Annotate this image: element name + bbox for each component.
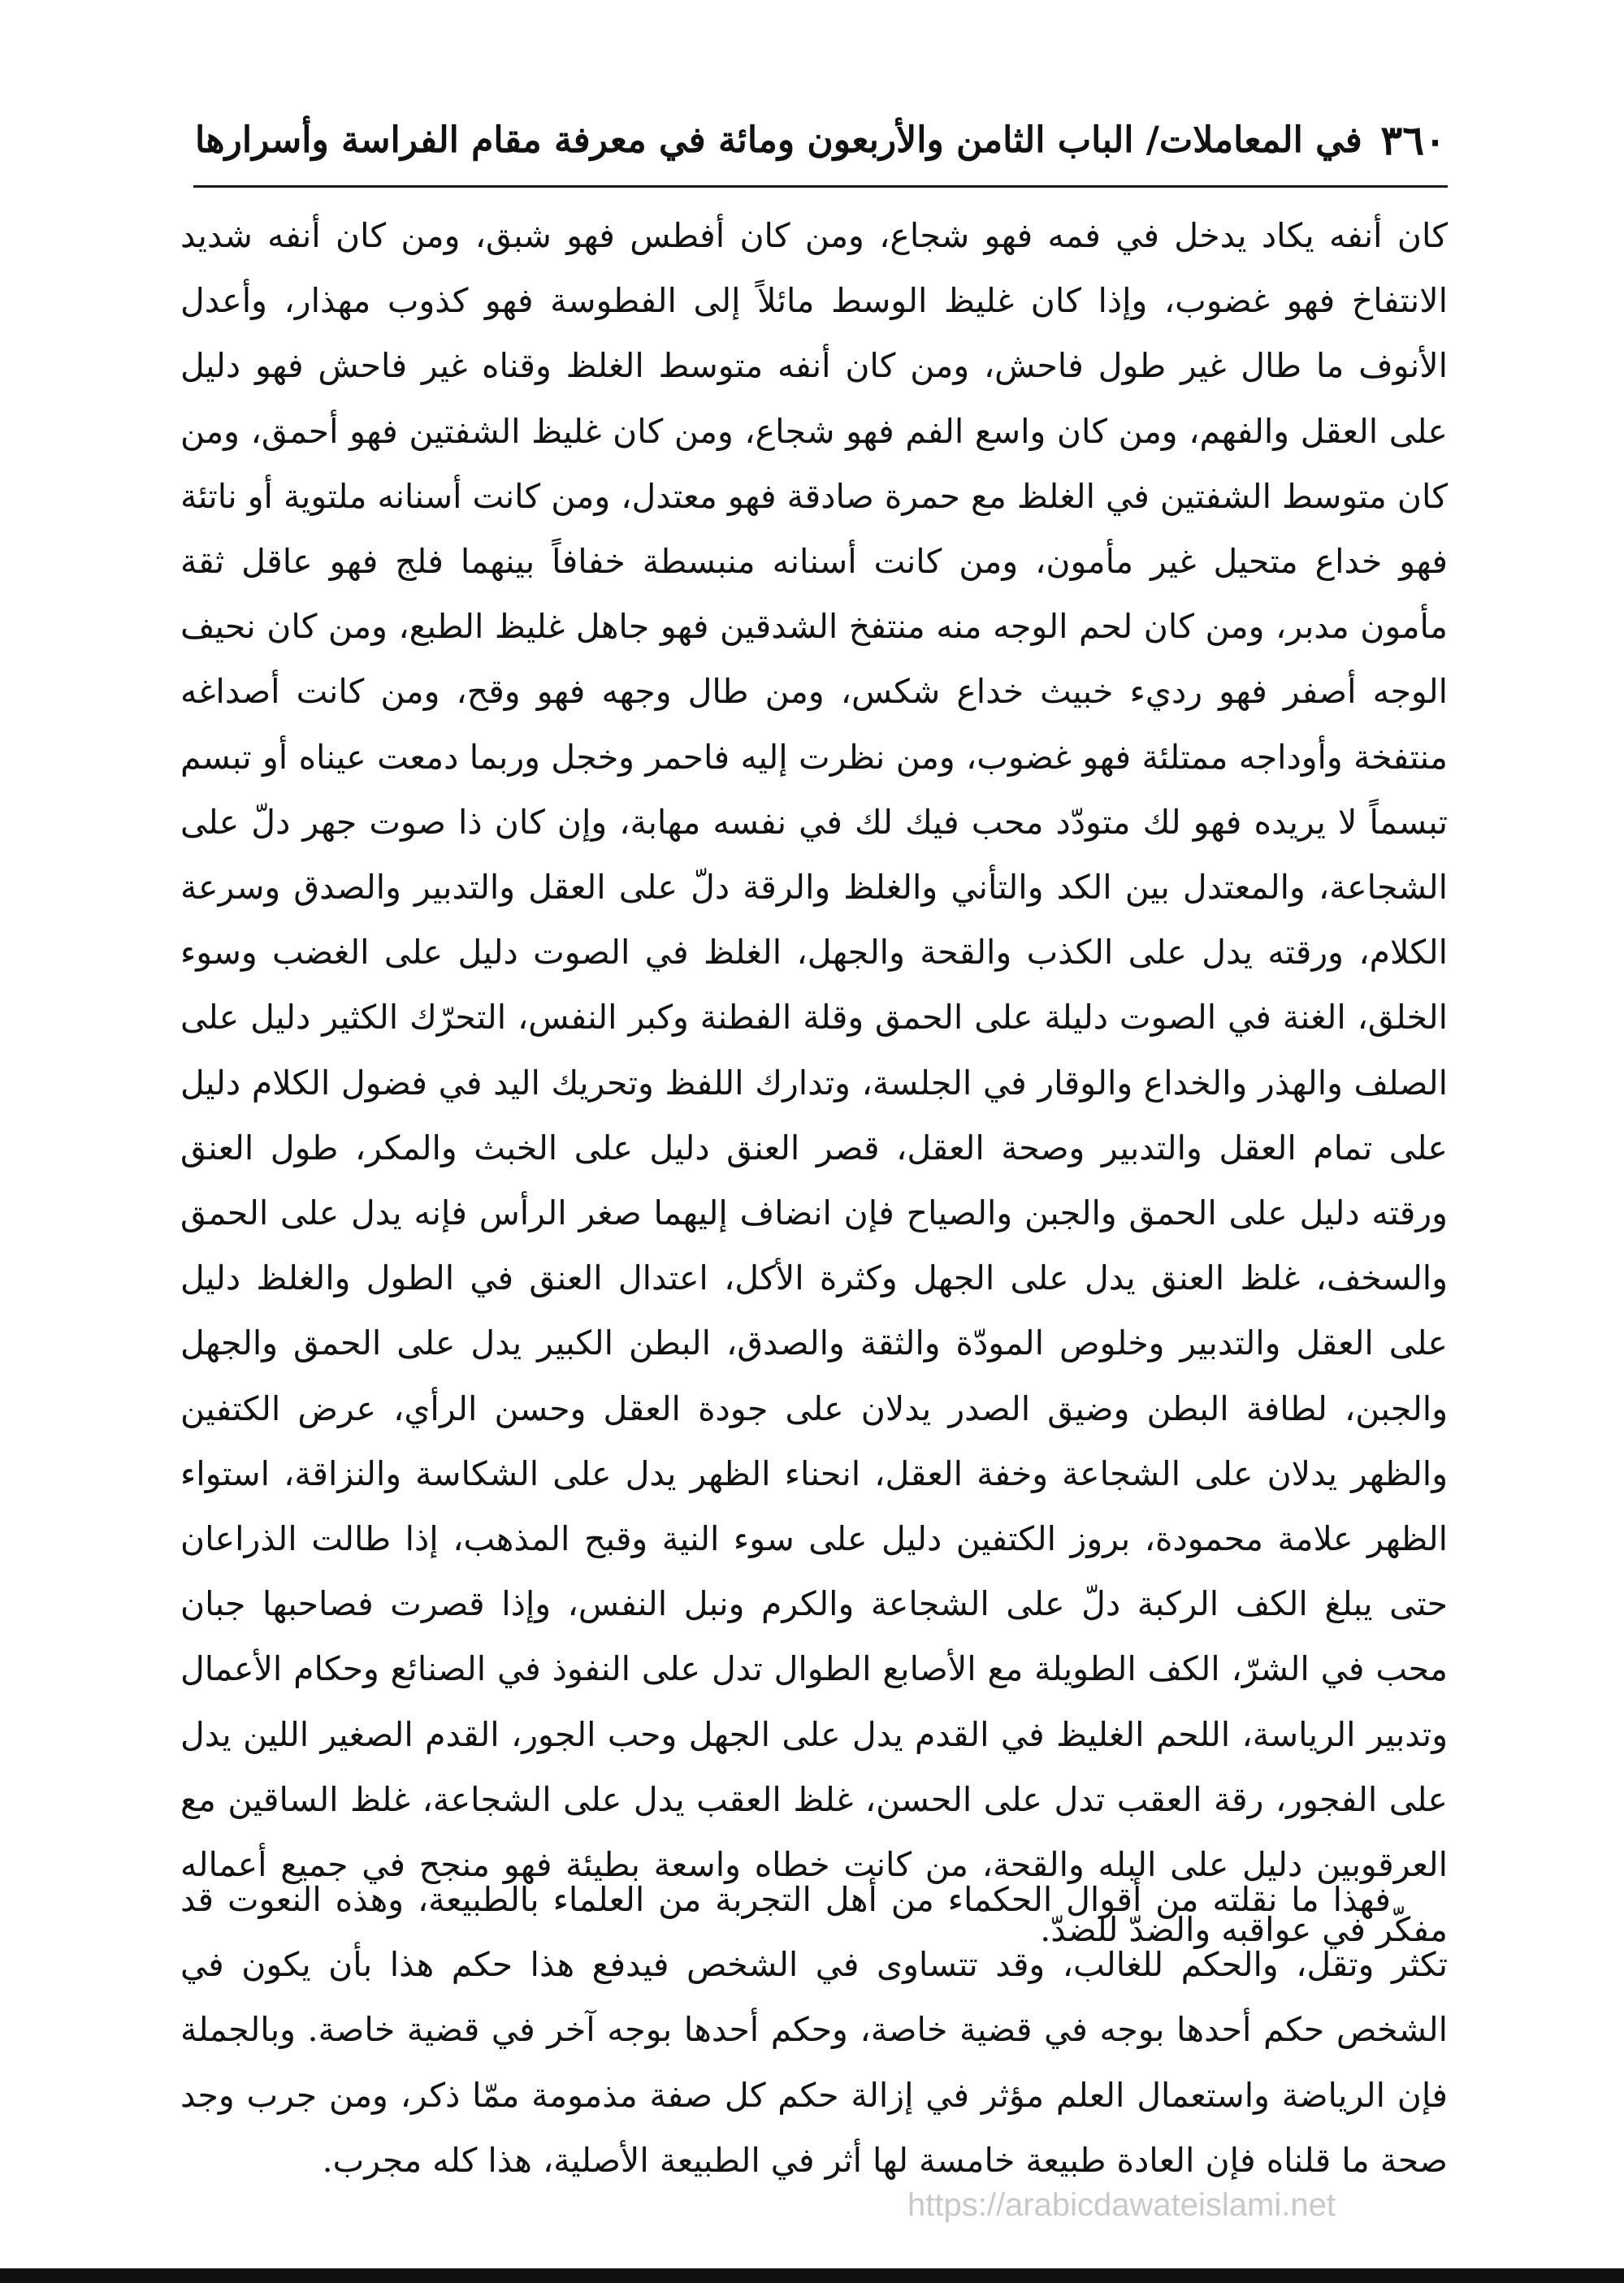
page-number: ٣٦٠: [1380, 116, 1446, 164]
header-divider: [193, 185, 1448, 188]
paragraph: كان أنفه يكاد يدخل في فمه فهو شجاع، ومن كان أفطس فهو شبق، ومن كان أنفه شديد الانتفاخ فهو غضوب، وإذا كان غليظ الوسط مائلاً إلى الفطوسة فهو كذوب مهذار، وأعدل الأنوف ما طال غير طول فاحش، ومن كان أنفه متوسط الغلظ وقناه غير فاحش فهو دليل على العقل والفهم، ومن كان واسع الفم فهو شجاع، ومن كان غليظ الشفتين فهو أحمق، ومن كان متوسط الشفتين في الغلظ مع حمرة صادقة فهو معتدل، ومن كانت أسنانه ملتوية أو ناتئة فهو خداع متحيل غير مأمون، ومن كانت أسنانه منبسطة خفافاً بينهما فلج فهو عاقل ثقة مأمون مدبر، ومن كان لحم الوجه منه منتفخ الشدقين فهو جاهل غليظ الطبع، ومن كان نحيف الوجه أصفر فهو رديء خبيث خداع شكس، ومن طال وجهه فهو وقح، ومن كانت أصداغه منتفخة وأوداجه ممتلئة فهو غضوب، ومن نظرت إليه فاحمر وخجل وربما دمعت عيناه أو تبسم تبسماً لا يريده فهو لك متودّد محب فيك لك في نفسه مهابة، وإن كان ذا صوت جهر دلّ على الشجاعة، والمعتدل بين الكد والتأني والغلظ والرقة دلّ على العقل والتدبير والصدق وسرعة الكلام، ورقته يدل على الكذب والقحة والجهل، الغلظ في الصوت دليل على الغضب وسوء الخلق، الغنة في الصوت دليلة على الحمق وقلة الفطنة وكبر النفس، التحرّك الكثير دليل على الصلف والهذر والخداع والوقار في الجلسة، وتدارك اللفظ وتحريك اليد في فضول الكلام دليل على تمام العقل والتدبير وصحة العقل، قصر العنق دليل على الخبث والمكر، طول العنق ورقته دليل على الحمق والجبن والصياح فإن انضاف إليهما صغر الرأس فإنه يدل على الحمق والسخف، غلظ العنق يدل على الجهل وكثرة الأكل، اعتدال العنق في الطول والغلظ دليل على العقل والتدبير وخلوص المودّة والثقة والصدق، البطن الكبير يدل على الحمق والجهل والجبن، لطافة البطن وضيق الصدر يدلان على جودة العقل وحسن الرأي، عرض الكتفين والظهر يدلان على الشجاعة وخفة العقل، انحناء الظهر يدل على الشكاسة والنزاقة، استواء الظهر علامة محمودة، بروز الكتفين دليل على سوء النية وقبح المذهب، إذا طالت الذراعان حتى يبلغ الكف الركبة دلّ على الشجاعة والكرم ونبل النفس، وإذا قصرت فصاحبها جبان محب في الشرّ، الكف الطويلة مع الأصابع الطوال تدل على النفوذ في الصنائع وحكام الأعمال وتدبير الرياسة، اللحم الغليظ في القدم يدل على الجهل وحب الجور، القدم الصغير اللين يدل على الفجور، رقة العقب تدل على الحسن، غلظ العقب يدل على الشجاعة، غلظ الساقين مع العرقوبين دليل على البله والقحة، من كانت خطاه واسعة بطيئة فهو منجح في جميع أعماله مفكّر في عواقبه والضدّ للضدّ.: [180, 216, 1448, 1950]
paragraph: فهذا ما نقلته من أقوال الحكماء من أهل التجربة من العلماء بالطبيعة، وهذه النعوت قد تكثر وتقل، والحكم للغالب، وقد تتساوى في الشخص فيدفع هذا حكم هذا بأن يكون في الشخص حكم أحدها بوجه في قضية خاصة، وحكم أحدها بوجه آخر في قضية خاصة. وبالجملة فإن الرياضة واستعمال العلم مؤثر في إزالة حكم كل صفة مذمومة ممّا ذكر، ومن جرب وجد صحة ما قلناه فإن العادة طبيعة خامسة لها أثر في الطبيعة الأصلية، هذا كله مجرب.: [180, 1880, 1448, 2180]
page-header: [195, 104, 1446, 177]
main-text: [180, 203, 1448, 2193]
scan-bottom-edge: [0, 2268, 1624, 2283]
running-title: في المعاملات/ الباب الثامن والأربعون ومائة في معرفة مقام الفراسة وأسرارها: [195, 119, 1362, 161]
watermark-url: https://arabicdawateislami.net: [907, 2187, 1336, 2223]
